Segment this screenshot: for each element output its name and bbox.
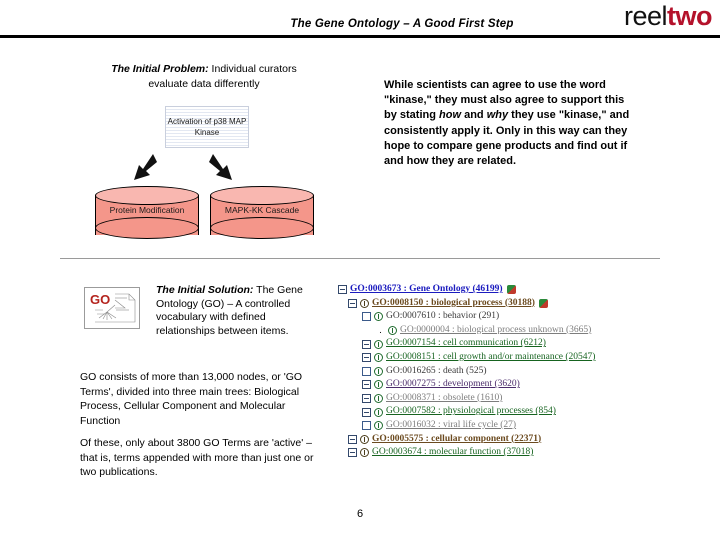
page-number: 6 xyxy=(356,508,364,520)
go-term-node-icon xyxy=(388,326,397,335)
tree-collapse-icon[interactable] xyxy=(338,285,347,294)
tree-row[interactable] xyxy=(338,283,638,297)
go-term-link[interactable]: GO:0003673 : Gene Ontology (46199) xyxy=(350,284,503,294)
go-term-node-icon xyxy=(374,353,383,362)
tree-expand-icon[interactable] xyxy=(362,367,371,376)
initial-solution-body: The Gene Ontology (GO) – A controlled vocabulary with defined relationships between items. xyxy=(156,284,303,337)
tree-row[interactable] xyxy=(338,433,638,447)
go-term-link[interactable]: GO:0007275 : development (3620) xyxy=(386,379,520,390)
arrow-down-right-icon xyxy=(208,152,240,184)
initial-problem-text xyxy=(104,62,304,92)
tree-collapse-icon[interactable] xyxy=(362,340,371,349)
go-term-link[interactable]: GO:0016032 : viral life cycle (27) xyxy=(386,419,517,430)
kinase-italic-how: how xyxy=(439,109,462,122)
brand-logo-two: two xyxy=(667,1,712,31)
cylinder-top-ellipse xyxy=(210,186,314,205)
go-tree-badge-icon xyxy=(507,285,516,294)
tree-collapse-icon[interactable] xyxy=(348,299,357,308)
go-term-link[interactable]: GO:0007610 : behavior (291) xyxy=(386,311,500,322)
go-logo-artwork xyxy=(85,288,139,328)
brand-logo-reel: reel xyxy=(623,1,667,31)
cylinder-top-ellipse xyxy=(95,186,199,205)
go-tree-badge-icon xyxy=(539,299,548,308)
tree-collapse-icon[interactable] xyxy=(362,394,371,403)
go-term-node-icon xyxy=(374,408,383,417)
tree-collapse-icon[interactable] xyxy=(348,448,357,457)
tree-expand-icon[interactable] xyxy=(362,312,371,321)
go-term-link[interactable]: GO:0008151 : cell growth and/or maintenance (20547) xyxy=(386,351,596,362)
initial-problem-body: Individual curators evaluate data differently xyxy=(148,63,297,90)
tree-row[interactable] xyxy=(338,297,638,311)
arrow-down-left-icon xyxy=(126,152,158,184)
go-term-link[interactable]: GO:0007154 : cell communication (6212) xyxy=(386,338,546,349)
tree-row[interactable] xyxy=(338,310,638,324)
go-term-node-icon xyxy=(374,421,383,430)
tree-collapse-icon[interactable] xyxy=(362,380,371,389)
tree-collapse-icon[interactable] xyxy=(362,353,371,362)
tree-collapse-icon[interactable] xyxy=(362,408,371,417)
cylinder-label-mapk: MAPK-KK Cascade xyxy=(224,205,300,215)
go-term-node-icon xyxy=(374,380,383,389)
kinase-part-1: While scientists can agree to use the word "kinase," they must also agree to support this by stating xyxy=(384,79,625,122)
initial-problem-lead: The Initial Problem: xyxy=(111,63,209,75)
tree-row[interactable] xyxy=(338,351,638,365)
tree-row[interactable] xyxy=(338,324,638,338)
kinase-italic-why: why xyxy=(486,109,509,122)
go-term-link[interactable]: GO:0007582 : physiological processes (854) xyxy=(386,406,556,417)
svg-text:GO: GO xyxy=(90,292,111,307)
go-term-link[interactable]: GO:0000004 : biological process unknown (3665) xyxy=(400,324,592,335)
cylinder-label-protein: Protein Modification xyxy=(109,205,185,215)
go-term-link[interactable]: GO:0005575 : cellular component (22371) xyxy=(372,433,542,444)
go-term-link[interactable]: GO:0008371 : obsolete (1610) xyxy=(386,392,503,403)
section-divider xyxy=(60,258,660,259)
go-term-node-icon xyxy=(374,367,383,376)
cylinder-mapk-kk-cascade xyxy=(210,186,314,244)
initial-solution-lead: The Initial Solution: xyxy=(156,284,254,296)
go-term-node-icon xyxy=(374,394,383,403)
cylinder-bottom-ellipse xyxy=(95,217,199,239)
gene-ontology-logo-icon xyxy=(84,287,140,329)
initial-solution-text xyxy=(156,284,316,338)
kinase-part-3: they use "kinase," and consistently apply it. Only in this way can they hope to compare gene products and find out if and how they are related. xyxy=(384,109,630,168)
tree-row[interactable] xyxy=(338,446,638,460)
tree-bullet-icon: . xyxy=(379,324,382,335)
go-nodes-paragraph: GO consists of more than 13,000 nodes, or 'GO Terms', divided into three main trees: Biological Process, Cellular Component and Molecular Function xyxy=(80,371,303,427)
cylinder-protein-modification xyxy=(95,186,199,244)
tree-row[interactable] xyxy=(338,378,638,392)
go-term-link[interactable]: GO:0008150 : biological process (30188) xyxy=(372,297,535,308)
tree-row[interactable] xyxy=(338,337,638,351)
page-title: The Gene Ontology – A Good First Step xyxy=(290,18,514,30)
activation-box: Activation of p38 MAP Kinase xyxy=(165,106,249,148)
go-term-node-icon xyxy=(360,448,369,457)
cylinder-bottom-ellipse xyxy=(210,217,314,239)
go-tree-browser[interactable] xyxy=(338,283,638,460)
tree-row[interactable] xyxy=(338,365,638,379)
go-term-node-icon xyxy=(374,312,383,321)
tree-row[interactable] xyxy=(338,405,638,419)
tree-row[interactable] xyxy=(338,392,638,406)
go-active-terms-paragraph: Of these, only about 3800 GO Terms are 'active' – that is, terms appended with more than just one or two publications. xyxy=(80,437,314,478)
go-term-link[interactable]: GO:0016265 : death (525) xyxy=(386,365,487,376)
tree-expand-icon[interactable] xyxy=(362,421,371,430)
kinase-paragraph xyxy=(384,78,632,169)
brand-logo xyxy=(624,2,712,31)
go-term-node-icon xyxy=(360,299,369,308)
kinase-diagram xyxy=(90,104,340,249)
header-divider xyxy=(0,35,720,38)
go-term-link[interactable]: GO:0003674 : molecular function (37018) xyxy=(372,447,534,458)
tree-collapse-icon[interactable] xyxy=(348,435,357,444)
go-term-node-icon xyxy=(374,340,383,349)
kinase-part-2: and xyxy=(461,109,487,122)
tree-row[interactable] xyxy=(338,419,638,433)
go-term-node-icon xyxy=(360,435,369,444)
